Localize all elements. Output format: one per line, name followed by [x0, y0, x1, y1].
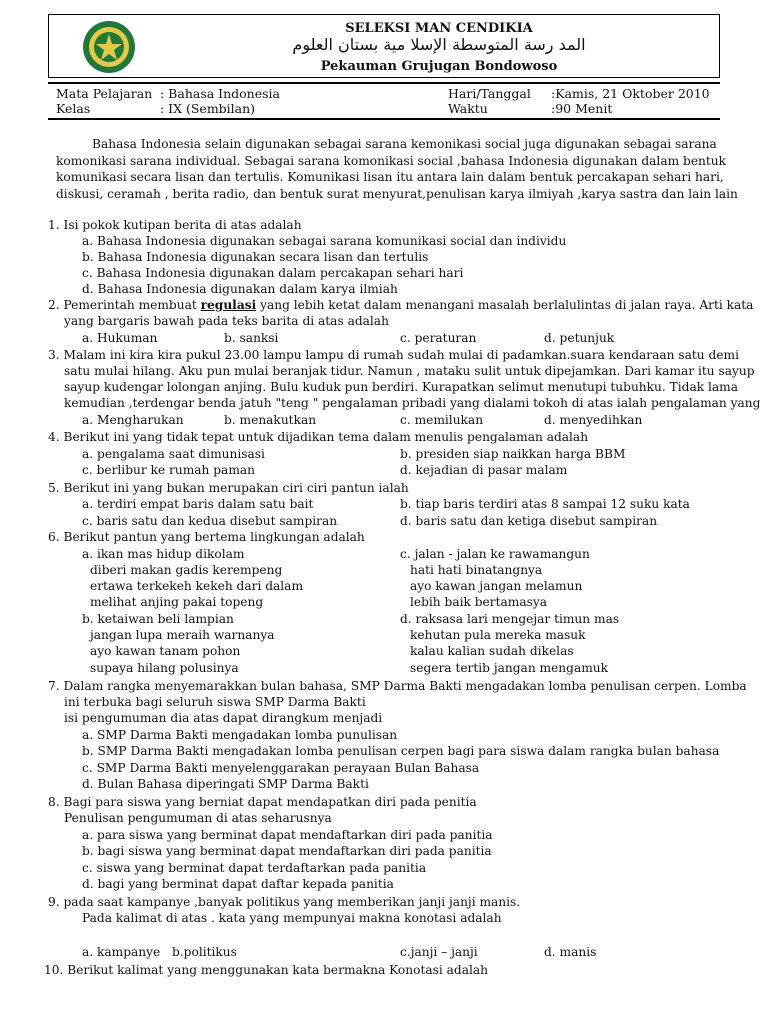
q2-option-b: b. sanksi	[224, 331, 279, 345]
question-3: 3. Malam ini kira kira pukul 23.00 lampu lampu di rumah sudah mulai di padamkan.suara kendaraan satu demi	[48, 348, 739, 362]
q7-option-a: a. SMP Darma Bakti mengadakan lomba punulisan	[82, 728, 398, 742]
subject-label: Mata Pelajaran	[56, 86, 153, 101]
q6-option-a-line: diberi makan gadis kerempeng	[90, 563, 283, 577]
q9-option-c: c.janji – janji	[400, 945, 478, 959]
q2-underlined-word: regulasi	[200, 298, 257, 312]
question-3-line: satu mulai hilang. Aku pun mulai beranjak tidur. Namun , mataku sulit untuk dipejamkan. Dari kamar itu sayup	[64, 364, 755, 378]
q1-option-c: c. Bahasa Indonesia digunakan dalam percakapan sehari hari	[82, 266, 464, 280]
question-6: 6. Berikut pantun yang bertema lingkungan adalah	[48, 530, 365, 544]
q8-option-c: c. siswa yang berminat dapat terdaftarkan pada panitia	[82, 861, 427, 875]
question-3-line: kemudian ,terdengar benda jatuh "teng " pengalaman pribadi yang dialami tokoh di atas ialah pengalaman yang	[64, 396, 761, 410]
question-7-line: ini terbuka bagi seluruh siswa SMP Darma Bakti	[64, 695, 366, 709]
q4-option-a: a. pengalama saat dimunisasi	[82, 447, 265, 461]
question-7-line: isi pengumuman dia atas dapat dirangkum menjadi	[64, 711, 383, 725]
school-logo-icon	[79, 19, 139, 75]
q5-option-b: b. tiap baris terdiri atas 8 sampai 12 suku kata	[400, 497, 690, 511]
question-2	[48, 298, 753, 312]
question-3-line: sayup kudengar lolongan anjing. Bulu kuduk pun berdiri. Kurapatkan selimut menutupi tubuhku. Tidak lama	[64, 380, 738, 394]
q6-option-c-line: hati hati binatangnya	[410, 563, 543, 577]
q7-option-b: b. SMP Darma Bakti mengadakan lomba penulisan cerpen bagi para siswa dalam rangka bulan bahasa	[82, 744, 720, 758]
q9-option-a: a. kampanye	[82, 945, 161, 959]
q9-option-b: b.politikus	[172, 945, 237, 959]
q5-option-d: d. baris satu dan ketiga disebut sampiran	[400, 514, 658, 528]
question-2-line2: yang bargaris bawah pada teks barita di atas adalah	[64, 314, 389, 328]
q6-option-a-line: melihat anjing pakai topeng	[90, 595, 264, 609]
q4-option-c: c. berlibur ke rumah paman	[82, 463, 255, 477]
q2-option-c: c. peraturan	[400, 331, 477, 345]
q2-option-d: d. petunjuk	[544, 331, 615, 345]
q3-option-d: d. menyedihkan	[544, 413, 643, 427]
reading-passage	[56, 136, 738, 202]
q6-option-a: a. ikan mas hidup dikolam	[82, 547, 245, 561]
q4-option-b: b. presiden siap naikkan harga BBM	[400, 447, 626, 461]
q1-option-a: a. Bahasa Indonesia digunakan sebagai sarana komunikasi social dan individu	[82, 234, 567, 248]
time-label: Waktu	[448, 101, 488, 116]
q5-option-a: a. terdiri empat baris dalam satu bait	[82, 497, 314, 511]
question-4: 4. Berikut ini yang tidak tepat untuk dijadikan tema dalam menulis pengalaman adalah	[48, 430, 589, 444]
q8-option-d: d. bagi yang berminat dapat daftar kepada panitia	[82, 877, 394, 891]
q7-option-c: c. SMP Darma Bakti menyelenggarakan perayaan Bulan Bahasa	[82, 761, 480, 775]
q2-stem-post: yang lebih ketat dalam menangani masalah berlalulintas di jalan raya. Arti kata	[256, 298, 754, 312]
class-value: : IX (Sembilan)	[160, 101, 256, 116]
q6-option-c: c. jalan - jalan ke rawamangun	[400, 547, 590, 561]
q1-option-b: b. Bahasa Indonesia digunakan secara lisan dan tertulis	[82, 250, 429, 264]
question-1: 1. Isi pokok kutipan berita di atas adalah	[48, 218, 302, 232]
q6-option-b: b. ketaiwan beli lampian	[82, 612, 234, 626]
q6-option-d-line: kehutan pula mereka masuk	[410, 628, 586, 642]
subject-value: : Bahasa Indonesia	[160, 86, 280, 101]
school-name-arabic: المد رسة المتوسطة الإسلا مية بستان العلوم	[292, 35, 586, 54]
q1-option-d: d. Bahasa Indonesia digunakan dalam karya ilmiah	[82, 282, 398, 296]
date-value: :Kamis, 21 Oktober 2010	[551, 86, 710, 101]
q6-option-a-line: ertawa terkekeh kekeh dari dalam	[90, 579, 304, 593]
exam-header	[48, 14, 720, 78]
passage-line: komonikasi sarana individual. Sebagai sarana komonikasi social ,bahasa Indonesia digunakan dalam bentuk	[56, 153, 727, 168]
q2-stem-pre: 2. Pemerintah membuat	[48, 298, 201, 312]
q6-option-b-line: ayo kawan tanam pohon	[90, 644, 241, 658]
q6-option-d-line: segera tertib jangan mengamuk	[410, 661, 609, 675]
q7-option-d: d. Bulan Bahasa diperingati SMP Darma Bakti	[82, 777, 369, 791]
exam-title: SELEKSI MAN CENDIKIA	[345, 21, 533, 36]
question-9: 9. pada saat kampanye ,banyak politikus yang memberikan janji janji manis.	[48, 895, 521, 909]
q5-option-c: c. baris satu dan kedua disebut sampiran	[82, 514, 338, 528]
q8-option-b: b. bagi siswa yang berminat dapat mendaftarkan diri pada panitia	[82, 844, 492, 858]
passage-line: Bahasa Indonesia selain digunakan sebagai sarana kemonikasi social juga digunakan sebagai sarana	[92, 137, 717, 151]
q9-option-d: d. manis	[544, 945, 597, 959]
q3-option-c: c. memilukan	[400, 413, 484, 427]
q6-option-d: d. raksasa lari mengejar timun mas	[400, 612, 620, 626]
question-10: 10. Berikut kalimat yang menggunakan kata bermakna Konotasi adalah	[44, 963, 488, 977]
q3-option-b: b. menakutkan	[224, 413, 317, 427]
q4-option-d: d. kejadian di pasar malam	[400, 463, 568, 477]
q6-option-b-line: supaya hilang polusinya	[90, 661, 239, 675]
q6-option-c-line: ayo kawan jangan melamun	[410, 579, 583, 593]
exam-info	[48, 82, 720, 120]
q3-option-a: a. Mengharukan	[82, 413, 184, 427]
question-5: 5. Berikut ini yang bukan merupakan ciri ciri pantun ialah	[48, 481, 409, 495]
q6-option-b-line: jangan lupa meraih warnanya	[90, 628, 275, 642]
passage-line: komunikasi secara lisan dan tertulis. Komunikasi lisan itu antara lain dalam bentuk percakapan sehari hari,	[56, 170, 724, 184]
class-label: Kelas	[56, 101, 91, 116]
school-location: Pekauman Grujugan Bondowoso	[320, 59, 558, 74]
date-label: Hari/Tanggal	[448, 86, 531, 101]
q2-option-a: a. Hukuman	[82, 331, 158, 345]
question-8-line: Penulisan pengumuman di atas seharusnya	[64, 811, 332, 825]
q8-option-a: a. para siswa yang berminat dapat mendaftarkan diri pada panitia	[82, 828, 493, 842]
question-7: 7. Dalam rangka menyemarakkan bulan bahasa, SMP Darma Bakti mengadakan lomba penulisan cerpen. Lomba	[48, 679, 747, 693]
q6-option-c-line: lebih baik bertamasya	[410, 595, 547, 609]
time-value: :90 Menit	[551, 101, 613, 116]
q6-option-d-line: kalau kalian sudah dikelas	[410, 644, 574, 658]
question-8: 8. Bagi para siswa yang berniat dapat mendapatkan diri pada penitia	[48, 795, 477, 809]
passage-line: diskusi, ceramah , berita radio, dan bentuk surat menyurat,penulisan karya ilmiyah ,karya sastra dan lain lain	[56, 186, 738, 201]
question-9-line: Pada kalimat di atas . kata yang mempunyai makna konotasi adalah	[82, 911, 502, 925]
